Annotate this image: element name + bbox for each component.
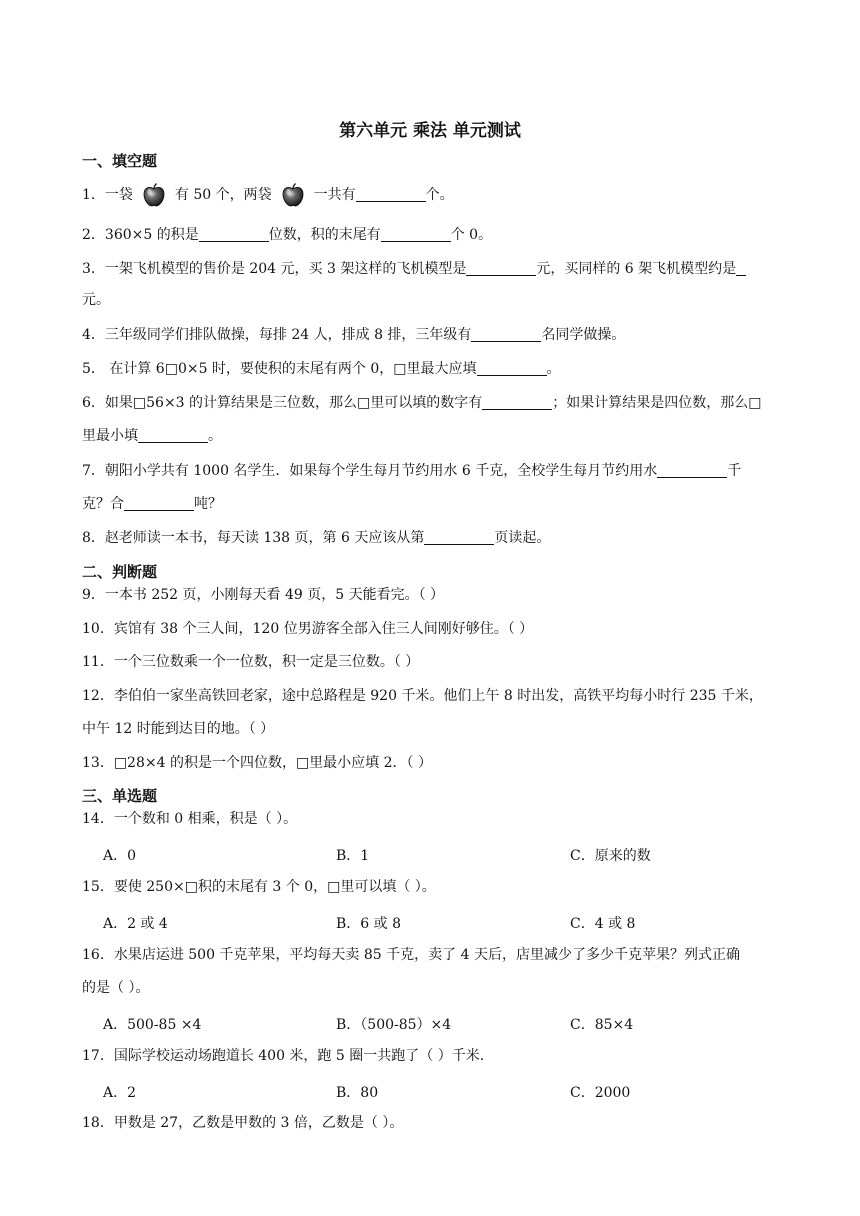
question-16-options: [103, 1014, 803, 1038]
section-heading-judge: 二、判断题: [82, 563, 158, 581]
question-17: 17．国际学校运动场跑道长 400 米，跑 5 圈一共跑了（ ）千米．: [82, 1048, 494, 1064]
answer-blank[interactable]: [466, 259, 536, 276]
answer-blank[interactable]: [736, 259, 746, 276]
q3-text-3: 元。: [82, 292, 110, 308]
question-4: [82, 320, 812, 350]
q1-text-1: 1．一袋: [82, 187, 133, 203]
option-b[interactable]: B．1: [336, 848, 370, 864]
answer-blank[interactable]: [381, 225, 451, 242]
answer-blank[interactable]: [657, 461, 727, 478]
question-7: [82, 456, 812, 486]
q6-text-4: 。: [208, 428, 222, 444]
option-a[interactable]: A．500-85 ×4: [103, 1017, 202, 1033]
q5-text-2: 。: [546, 361, 561, 377]
answer-blank[interactable]: [477, 359, 547, 376]
question-2: [82, 220, 812, 250]
question-5: [82, 354, 812, 384]
q1-text-2: 有 50 个，两袋: [174, 187, 272, 203]
option-b[interactable]: B．80: [336, 1085, 379, 1101]
option-a[interactable]: A．2 或 4: [103, 916, 168, 932]
q7-text-1: 7．朝阳小学共有 1000 名学生．如果每个学生每月节约用水 6 千克，全校学生每月节约用水: [82, 463, 658, 479]
section-heading-choice: 三、单选题: [82, 787, 158, 805]
question-12-line-2: 中午 12 时能到达目的地。（ ）: [82, 721, 275, 737]
option-c[interactable]: C．4 或 8: [570, 916, 636, 932]
answer-blank[interactable]: [356, 185, 426, 202]
question-1: [82, 180, 812, 210]
question-3: [82, 254, 812, 284]
answer-blank[interactable]: [138, 426, 208, 443]
q2-text-3: 个 0。: [450, 227, 493, 243]
q1-text-4: 个。: [425, 187, 454, 203]
question-3-line-2: [82, 285, 812, 315]
q5-text-1: 5． 在计算 6□0×5 时，要使积的末尾有两个 0，□里最大应填: [82, 361, 477, 377]
question-10: 10．宾馆有 38 个三人间，120 位男游客全部入住三人间刚好够住。（ ）: [82, 621, 534, 637]
question-16-line-2: 的是（ ）。: [82, 980, 150, 996]
option-a[interactable]: A．0: [103, 848, 137, 864]
answer-blank[interactable]: [471, 325, 541, 342]
apple-icon: [280, 182, 306, 208]
q3-text-2: 元，买同样的 6 架飞机模型约是: [536, 261, 737, 277]
page-title: 第六单元 乘法 单元测试: [339, 121, 521, 141]
q8-text-2: 页读起。: [494, 530, 551, 546]
q1-text-3: 一共有: [313, 187, 356, 203]
question-16: 16．水果店运进 500 千克苹果，平均每天卖 85 千克，卖了 4 天后，店里减少了多少千克苹果？列式正确: [82, 947, 740, 963]
q4-text-1: 4．三年级同学们排队做操，每排 24 人，排成 8 排，三年级有: [82, 327, 472, 343]
q6-text-3: 里最小填: [82, 428, 138, 444]
q2-text-2: 位数，积的末尾有: [268, 227, 381, 243]
answer-blank[interactable]: [424, 528, 494, 545]
q3-text-1: 3．一架飞机模型的售价是 204 元，买 3 架这样的飞机模型是: [82, 261, 467, 277]
question-18: 18．甲数是 27，乙数是甲数的 3 倍，乙数是（ ）。: [82, 1115, 404, 1131]
q8-text-1: 8．赵老师读一本书，每天读 138 页，第 6 天应该从第: [82, 530, 425, 546]
question-9: 9．一本书 252 页，小刚每天看 49 页，5 天能看完。（ ）: [82, 587, 445, 603]
question-6: [82, 388, 812, 418]
option-a[interactable]: A．2: [103, 1085, 137, 1101]
question-7-line-2: [82, 489, 812, 519]
q4-text-2: 名同学做操。: [541, 327, 626, 343]
option-b[interactable]: B．6 或 8: [336, 916, 402, 932]
q7-text-3: 克？合: [82, 496, 124, 512]
apple-icon: [141, 182, 167, 208]
question-14: 14．一个数和 0 相乘，积是（ ）。: [82, 811, 298, 827]
question-17-options: [103, 1082, 803, 1106]
section-heading-fill: 一、填空题: [82, 152, 158, 170]
question-6-line-2: [82, 421, 812, 451]
answer-blank[interactable]: [199, 225, 269, 242]
question-15-options: [103, 913, 803, 937]
question-11: 11．一个三位数乘一个一位数，积一定是三位数。（ ）: [82, 654, 420, 670]
q6-text-1: 6．如果□56×3 的计算结果是三位数，那么□里可以填的数字有: [82, 395, 483, 411]
question-12: 12．李伯伯一家坐高铁回老家，途中总路程是 920 千米。他们上午 8 时出发，高铁平均每小时行 235 千米，: [82, 688, 763, 704]
option-c[interactable]: C．2000: [570, 1085, 631, 1101]
option-c[interactable]: C．原来的数: [570, 848, 651, 864]
answer-blank[interactable]: [482, 393, 552, 410]
question-13: 13．□28×4 的积是一个四位数，□里最小应填 2．（ ）: [82, 755, 432, 771]
answer-blank[interactable]: [124, 494, 194, 511]
option-c[interactable]: C．85×4: [570, 1017, 634, 1033]
q7-text-4: 吨？: [194, 496, 222, 512]
question-14-options: [103, 845, 803, 869]
question-8: [82, 523, 812, 553]
q7-text-2: 千: [727, 463, 742, 479]
q6-text-2: ；如果计算结果是四位数，那么□: [552, 395, 762, 411]
q2-text-1: 2．360×5 的积是: [82, 227, 199, 243]
question-15: 15．要使 250×□积的末尾有 3 个 0，□里可以填（ ）。: [82, 879, 436, 895]
option-b[interactable]: B．（500-85）×4: [336, 1017, 452, 1033]
